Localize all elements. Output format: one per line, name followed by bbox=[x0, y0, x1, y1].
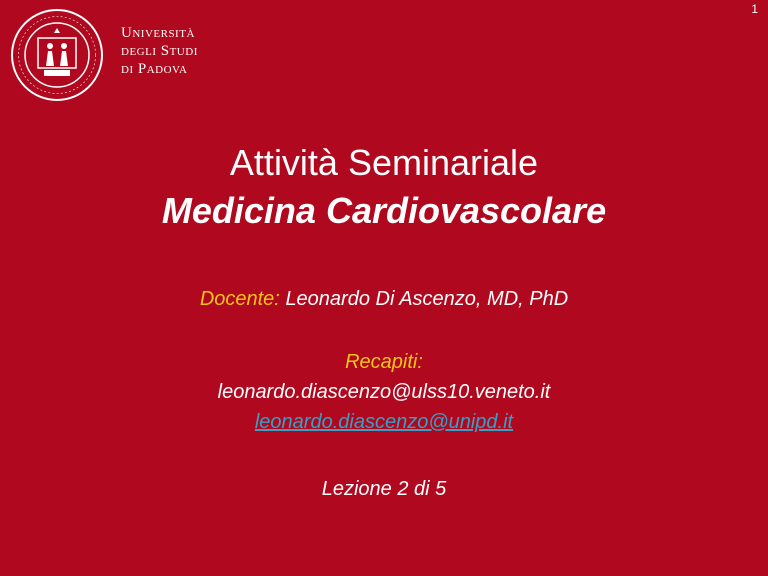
university-name bbox=[121, 24, 198, 78]
docente-name: Leonardo Di Ascenzo, MD, PhD bbox=[285, 288, 569, 310]
university-name-line1: Università bbox=[121, 25, 195, 41]
university-name-line2: degli Studi bbox=[121, 43, 198, 59]
slide-title: Attività Seminariale bbox=[229, 142, 539, 183]
slide-number: 1 bbox=[751, 2, 758, 16]
contact-email-ulss: leonardo.diascenzo@ulss10.veneto.it bbox=[217, 381, 551, 403]
lesson-indicator: Lezione 2 di 5 bbox=[321, 478, 447, 500]
contacts-label: Recapiti: bbox=[345, 351, 423, 373]
contact-email-unipd-link[interactable]: leonardo.diascenzo@unipd.it bbox=[254, 411, 514, 433]
university-name-line3: di Padova bbox=[121, 61, 188, 77]
docente-line bbox=[0, 288, 768, 311]
title-block bbox=[0, 140, 768, 236]
docente-label: Docente: bbox=[199, 288, 280, 310]
contacts-block bbox=[0, 347, 768, 437]
slide-subtitle: Medicina Cardiovascolare bbox=[161, 190, 607, 231]
university-seal-icon bbox=[10, 8, 104, 102]
